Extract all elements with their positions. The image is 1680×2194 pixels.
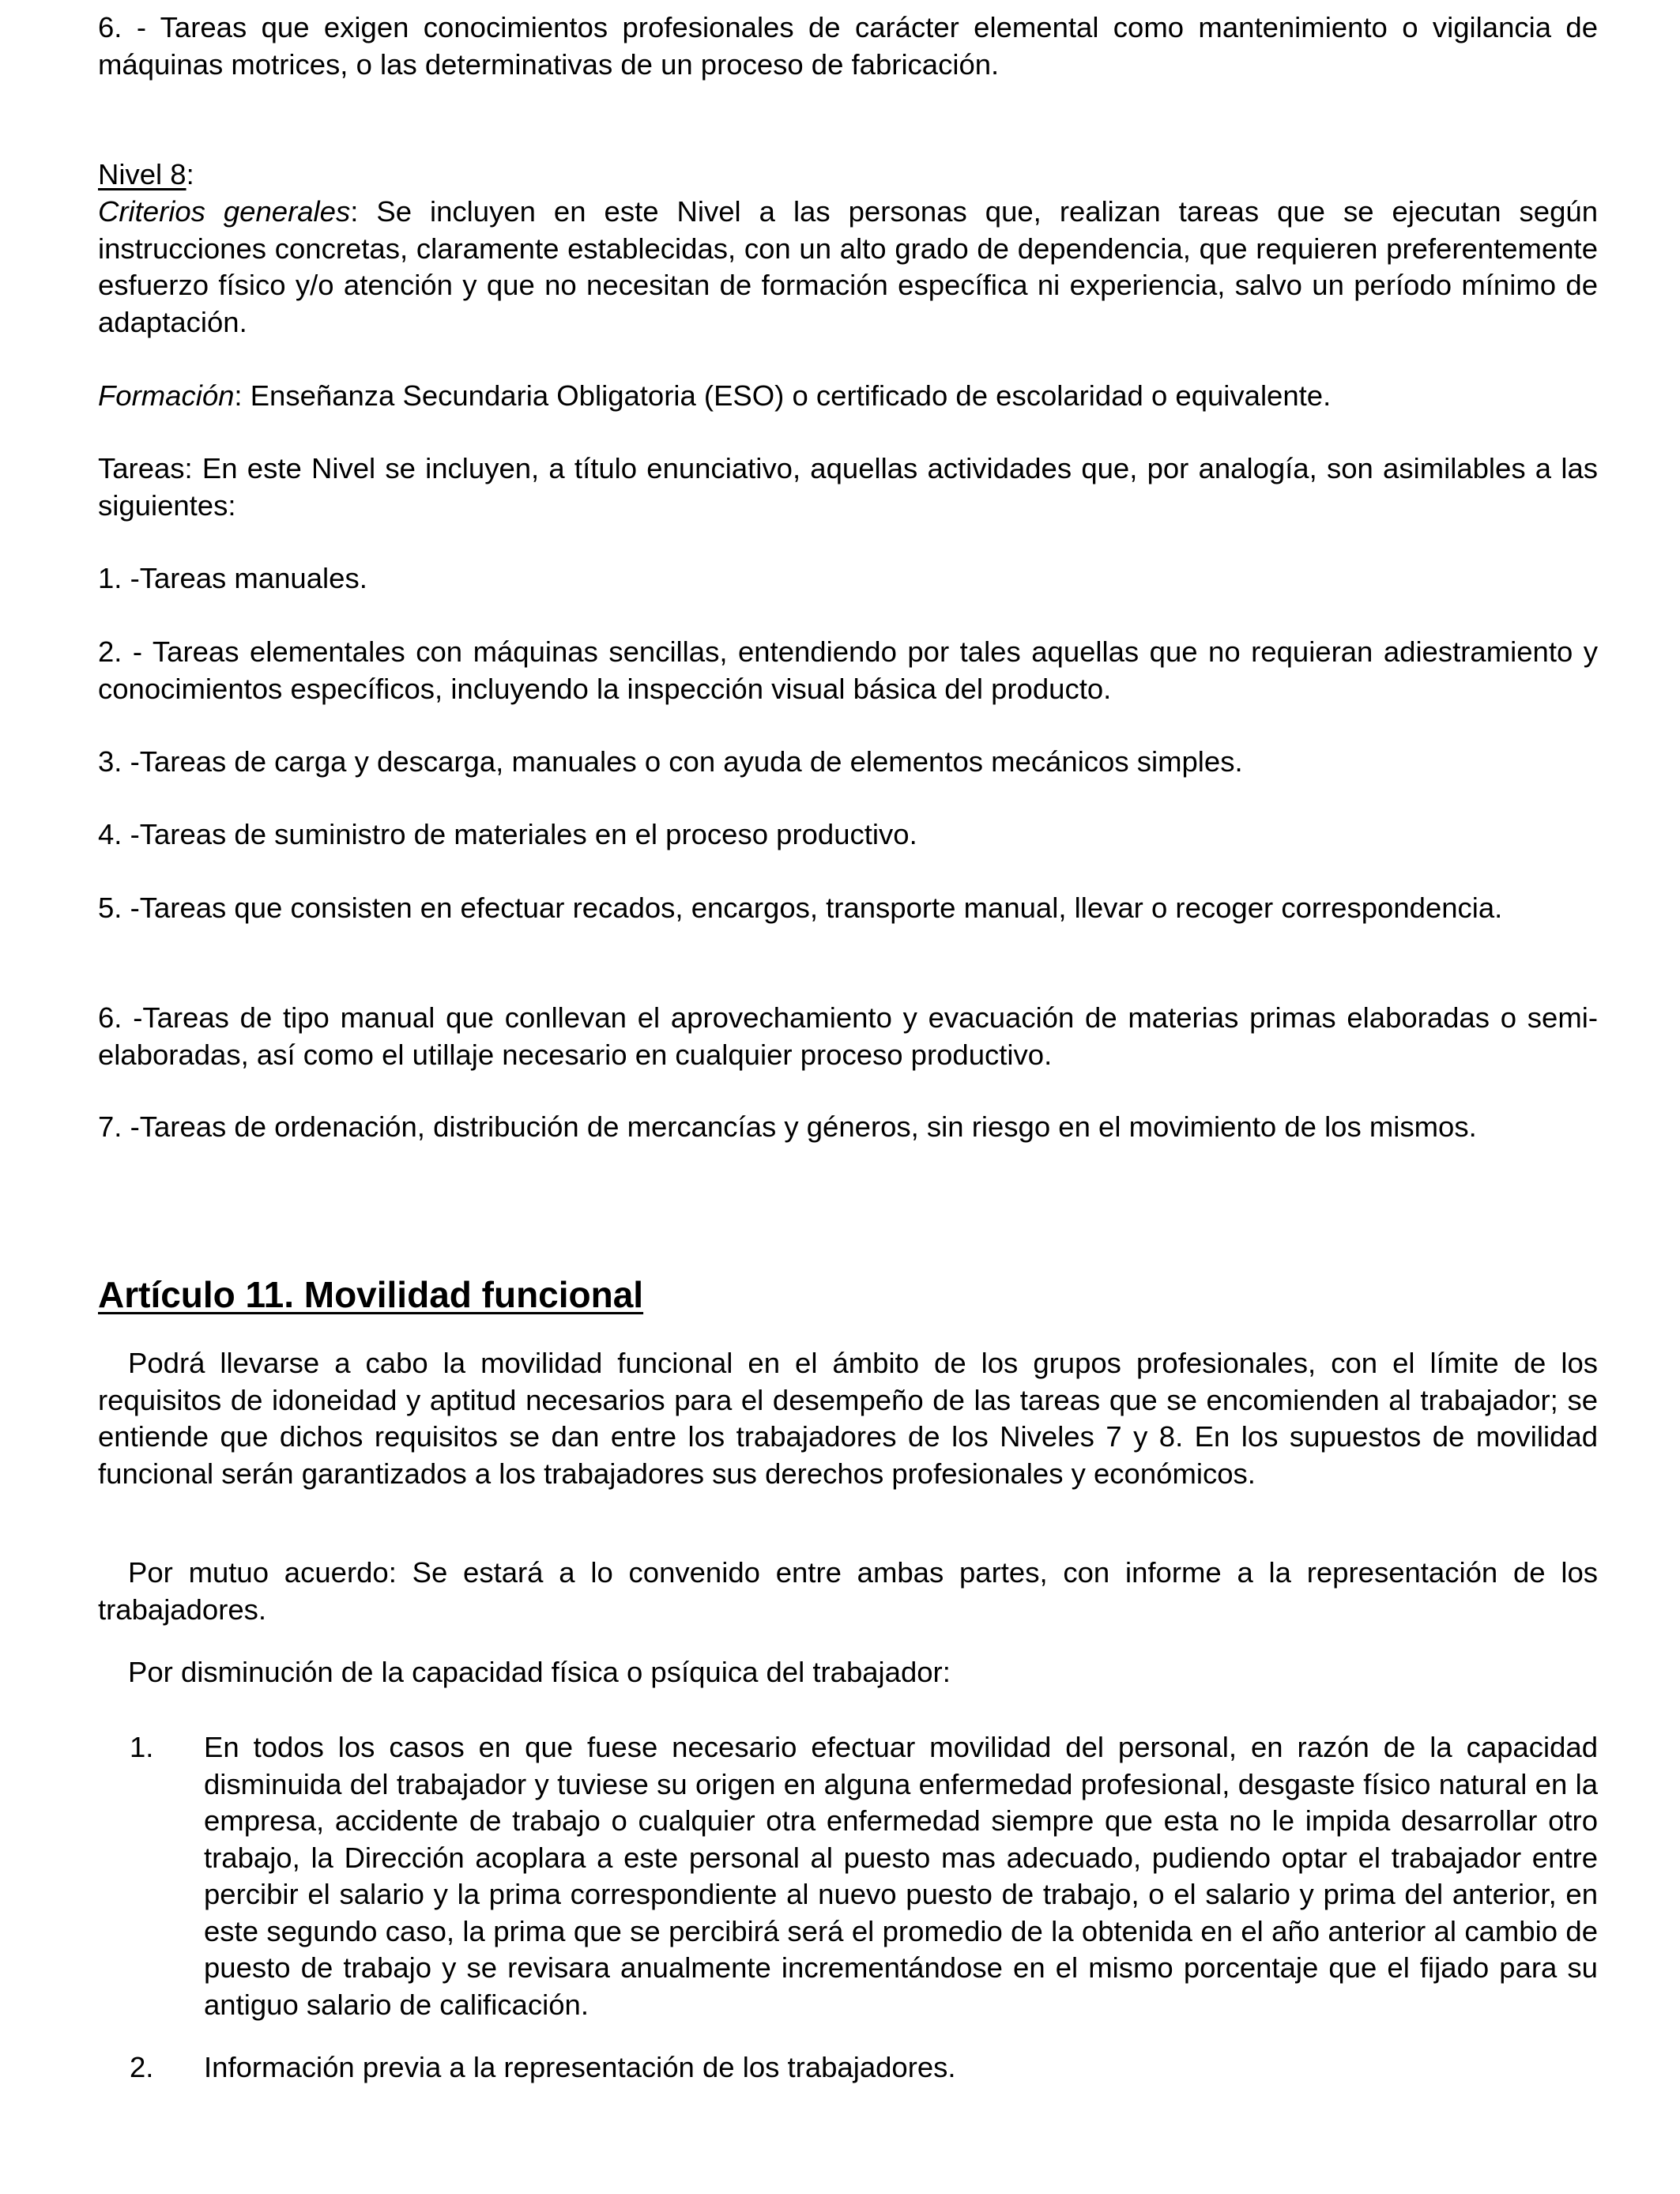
level8-criteria (98, 194, 1598, 341)
article11-list-item-2 (98, 2049, 1598, 2087)
level8-heading (98, 156, 1598, 194)
level8-task-5: 5. -Tareas que consisten en efectuar recados, encargos, transporte manual, llevar o recoger correspondencia. (98, 892, 1503, 924)
training-label: Formación (98, 379, 235, 412)
article11-paragraph-2: Por mutuo acuerdo: Se estará a lo convenido entre ambas partes, con informe a la representación de los trabajadores. (98, 1556, 1598, 1626)
list-item-number: 1. (130, 1731, 154, 1763)
article11-list-item-1 (98, 1729, 1598, 2023)
list-item-number: 2. (130, 2051, 154, 2083)
level8-task-4: 4. -Tareas de suministro de materiales en el proceso productivo. (98, 818, 917, 850)
level8-task-3: 3. -Tareas de carga y descarga, manuales o con ayuda de elementos mecánicos simples. (98, 745, 1243, 778)
level8-task-2: 2. - Tareas elementales con máquinas sencillas, entendiendo por tales aquellas que no requieran adiestramiento y conocimientos específicos, incluyendo la inspección visual básica del producto. (98, 635, 1598, 705)
level8-tasks-intro: Tareas: En este Nivel se incluyen, a título enunciativo, aquellas actividades que, por analogía, son asimilables a las siguientes: (98, 452, 1598, 522)
article11-paragraph-3: Por disminución de la capacidad física o psíquica del trabajador: (128, 1656, 951, 1688)
article11-paragraph-1: Podrá llevarse a cabo la movilidad funcional en el ámbito de los grupos profesionales, con el límite de los requisitos de idoneidad y aptitud necesarios para el desempeño de las tareas que se encomienden al trabajador; se entiende que dichos requisitos se dan entre los trabajadores de los Niveles 7 y 8. En los supuestos de movilidad funcional serán garantizados a los trabajadores sus derechos profesionales y económicos. (98, 1347, 1598, 1490)
level8-task-6: 6. -Tareas de tipo manual que conllevan el aprovechamiento y evacuación de materias primas elaboradas o semi-elaboradas, así como el utillaje necesario en cualquier proceso productivo. (98, 1001, 1598, 1071)
level7-item-6: 6. - Tareas que exigen conocimientos profesionales de carácter elemental como mantenimiento o vigilancia de máquinas motrices, o las determinativas de un proceso de fabricación. (98, 11, 1598, 81)
list-item-text: Información previa a la representación de los trabajadores. (204, 2051, 956, 2083)
article11-heading: Artículo 11. Movilidad funcional (98, 1274, 644, 1315)
criteria-text: : Se incluyen en este Nivel a las personas que, realizan tareas que se ejecutan según instrucciones concretas, claramente establecidas, con un alto grado de dependencia, que requieren preferentemente esfuerzo físico y/o atención y que no necesitan de formación específica ni experiencia, salvo un período mínimo de adaptación. (98, 195, 1598, 338)
list-item-text: En todos los casos en que fuese necesario efectuar movilidad del personal, en razón de la capacidad disminuida del trabajador y tuviese su origen en alguna enfermedad profesional, desgaste físico natural en la empresa, accidente de trabajo o cualquier otra enfermedad siempre que esta no le impida desarrollar otro trabajo, la Dirección acoplara a este personal al puesto mas adecuado, pudiendo optar el trabajador entre percibir el salario y la prima correspondiente al nuevo puesto de trabajo, o el salario y prima del anterior, en este segundo caso, la prima que se percibirá será el promedio de la obtenida en el año anterior al cambio de puesto de trabajo y se revisara anualmente incrementándose en el mismo porcentaje que el fijado para su antiguo salario de calificación. (204, 1731, 1598, 2021)
training-text: : Enseñanza Secundaria Obligatoria (ESO) o certificado de escolaridad o equivalente. (234, 379, 1332, 412)
level8-title: Nivel 8 (98, 158, 186, 190)
level8-task-7: 7. -Tareas de ordenación, distribución de mercancías y géneros, sin riesgo en el movimiento de los mismos. (98, 1110, 1477, 1143)
criteria-label: Criterios generales (98, 195, 351, 228)
level8-title-colon: : (186, 158, 194, 190)
level8-training (98, 378, 1598, 415)
level8-task-1: 1. -Tareas manuales. (98, 562, 367, 594)
